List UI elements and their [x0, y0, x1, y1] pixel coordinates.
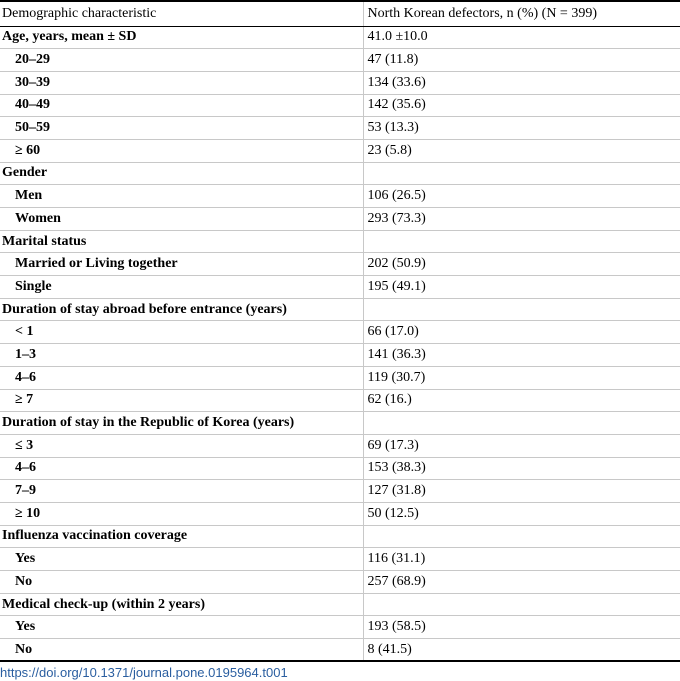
row-value: 8 (41.5) [363, 639, 680, 662]
table-row [0, 230, 680, 253]
row-value [363, 412, 680, 435]
table-row [0, 548, 680, 571]
table-row [0, 434, 680, 457]
row-label: ≥ 10 [0, 502, 363, 525]
row-label: No [0, 639, 363, 662]
table-row [0, 389, 680, 412]
row-label: Duration of stay in the Republic of Korea (years) [0, 412, 363, 435]
row-label: 4–6 [0, 366, 363, 389]
row-value: 119 (30.7) [363, 366, 680, 389]
row-value: 134 (33.6) [363, 71, 680, 94]
table-row [0, 525, 680, 548]
row-label: < 1 [0, 321, 363, 344]
row-label: Gender [0, 162, 363, 185]
row-label: ≥ 7 [0, 389, 363, 412]
header-characteristic: Demographic characteristic [0, 1, 363, 26]
row-value [363, 525, 680, 548]
row-value: 202 (50.9) [363, 253, 680, 276]
table-row [0, 480, 680, 503]
row-label: Age, years, mean ± SD [0, 26, 363, 49]
table-row [0, 593, 680, 616]
row-value: 53 (13.3) [363, 117, 680, 140]
row-value: 141 (36.3) [363, 344, 680, 367]
table-row [0, 571, 680, 594]
row-label: Yes [0, 616, 363, 639]
row-label: 30–39 [0, 71, 363, 94]
row-value: 293 (73.3) [363, 208, 680, 231]
row-label: 50–59 [0, 117, 363, 140]
row-value: 195 (49.1) [363, 276, 680, 299]
table-row [0, 117, 680, 140]
row-label: 4–6 [0, 457, 363, 480]
table-row [0, 616, 680, 639]
table-row [0, 457, 680, 480]
table-row [0, 321, 680, 344]
row-label: Men [0, 185, 363, 208]
row-label: Married or Living together [0, 253, 363, 276]
row-label: 1–3 [0, 344, 363, 367]
table-row [0, 139, 680, 162]
table-header-row [0, 1, 680, 26]
row-label: Medical check-up (within 2 years) [0, 593, 363, 616]
row-value: 50 (12.5) [363, 502, 680, 525]
row-value: 106 (26.5) [363, 185, 680, 208]
table-row [0, 366, 680, 389]
row-label: Single [0, 276, 363, 299]
row-value: 127 (31.8) [363, 480, 680, 503]
doi-link[interactable]: https://doi.org/10.1371/journal.pone.0195964.t001 [0, 665, 288, 680]
row-value: 153 (38.3) [363, 457, 680, 480]
row-value: 66 (17.0) [363, 321, 680, 344]
table-row [0, 298, 680, 321]
row-label: Duration of stay abroad before entrance (years) [0, 298, 363, 321]
table-row [0, 253, 680, 276]
row-label: 20–29 [0, 49, 363, 72]
row-label: Marital status [0, 230, 363, 253]
row-label: Influenza vaccination coverage [0, 525, 363, 548]
row-value: 142 (35.6) [363, 94, 680, 117]
row-label: ≤ 3 [0, 434, 363, 457]
row-value: 116 (31.1) [363, 548, 680, 571]
row-value: 62 (16.) [363, 389, 680, 412]
row-value: 23 (5.8) [363, 139, 680, 162]
header-defectors: North Korean defectors, n (%) (N = 399) [363, 1, 680, 26]
row-label: Women [0, 208, 363, 231]
table-row [0, 344, 680, 367]
table-row [0, 71, 680, 94]
row-label: No [0, 571, 363, 594]
table-row [0, 412, 680, 435]
row-value [363, 593, 680, 616]
table-row [0, 639, 680, 662]
table-row [0, 162, 680, 185]
table-row [0, 502, 680, 525]
row-value: 257 (68.9) [363, 571, 680, 594]
table-row [0, 185, 680, 208]
row-value [363, 162, 680, 185]
row-value: 69 (17.3) [363, 434, 680, 457]
row-label: ≥ 60 [0, 139, 363, 162]
row-value [363, 230, 680, 253]
row-value: 193 (58.5) [363, 616, 680, 639]
table-row [0, 208, 680, 231]
row-label: 40–49 [0, 94, 363, 117]
row-value: 41.0 ±10.0 [363, 26, 680, 49]
table-row [0, 276, 680, 299]
row-value: 47 (11.8) [363, 49, 680, 72]
table-row [0, 49, 680, 72]
table-row [0, 94, 680, 117]
table-row [0, 26, 680, 49]
row-label: 7–9 [0, 480, 363, 503]
row-value [363, 298, 680, 321]
row-label: Yes [0, 548, 363, 571]
